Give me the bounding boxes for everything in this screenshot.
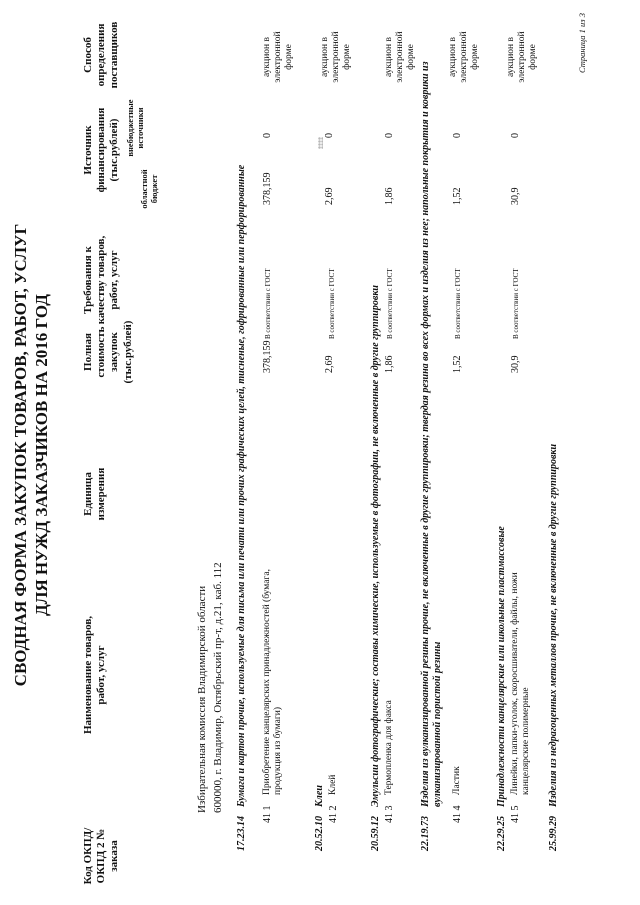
section-title: Эмульсии фотографические; составы химические, используемые в фотографии, не включенные в другие группировки bbox=[370, 285, 381, 807]
item-total: 2,69 bbox=[324, 355, 335, 373]
item-method: аукцион в электронной форме bbox=[384, 31, 416, 83]
col-header-unit: Единица измерения bbox=[82, 467, 108, 521]
section-title: Принадлежности канцелярские или школьные пластмассовые bbox=[496, 526, 507, 807]
item-finance-region: 1,86 bbox=[384, 187, 395, 205]
item-total: 1,86 bbox=[384, 355, 395, 373]
item-finance-region: 378,159 bbox=[262, 172, 273, 205]
col-header-finance-extra: внебюджетные источники bbox=[125, 99, 145, 157]
section-title: Изделия из недрагоценных металлов прочие, не включенные в другие группировки bbox=[548, 443, 559, 807]
section-code: 20.59.12 bbox=[370, 816, 381, 851]
col-header-code: Код ОКПД/ ОКПД 2 № заказа bbox=[82, 827, 121, 885]
item-total: 1,52 bbox=[452, 355, 463, 373]
item-name: Линейки, папки-уголок, скоросшиватели, файлы, ножи канцелярские полимерные bbox=[510, 572, 531, 795]
section-code: 25.99.29 bbox=[548, 816, 559, 851]
item-finance-extra: 0 bbox=[510, 133, 521, 138]
item-name: Термопленка для факса bbox=[384, 700, 394, 795]
item-finance-extra: 0 bbox=[384, 133, 395, 138]
row-number: 41 1 bbox=[262, 805, 273, 823]
organization-name: Избирательная комиссия Владимирской области bbox=[196, 585, 208, 813]
item-quality: В соответствии с ГОСТ bbox=[386, 268, 394, 339]
title-line-1: СВОДНАЯ ФОРМА ЗАКУПОК ТОВАРОВ, РАБОТ, УСЛУГ bbox=[11, 223, 30, 687]
col-header-total: Полная стоимость закупок (тыс.рублей) bbox=[82, 320, 134, 384]
item-finance-region: 1,52 bbox=[452, 187, 463, 205]
item-method: аукцион в электронной форме bbox=[506, 31, 538, 83]
row-number: 41 2 bbox=[328, 805, 339, 823]
item-finance-region: 2,69 bbox=[324, 187, 335, 205]
item-finance-extra: 0 bbox=[324, 133, 335, 138]
section-code: 17.23.14 bbox=[236, 816, 247, 851]
section-code: 22.19.73 bbox=[420, 816, 431, 851]
item-quality: В соответствии с ГОСТ bbox=[454, 268, 462, 339]
item-total: 378,159 bbox=[262, 340, 273, 373]
item-quality: В соответствии с ГОСТ bbox=[328, 268, 336, 339]
item-total: 30,9 bbox=[510, 355, 521, 373]
title-line-2: ДЛЯ НУЖД ЗАКАЗЧИКОВ НА 2016 ГОД bbox=[32, 294, 52, 616]
col-header-name: Наименование товаров, работ, услуг bbox=[82, 615, 108, 735]
col-header-finance: Источник финансирования (тыс.рублей) bbox=[82, 107, 121, 193]
item-quality: В соответствии с ГОСТ bbox=[264, 268, 272, 339]
section-code: 22.29.25 bbox=[496, 816, 507, 851]
organization-address: 600000, г. Владимир, Октябрьский пр-т, д.21, каб. 112 bbox=[212, 562, 224, 813]
item-finance-region: 30,9 bbox=[510, 187, 521, 205]
item-finance-extra: 0 bbox=[262, 133, 273, 138]
item-name: Клей bbox=[328, 774, 338, 795]
item-quality: В соответствии с ГОСТ bbox=[512, 268, 520, 339]
page-number: Страница 1 из 3 bbox=[577, 13, 587, 73]
col-header-method: Способ определения поставщиков bbox=[82, 21, 121, 89]
item-method: аукцион в электронной форме bbox=[448, 31, 480, 83]
item-method: аукцион в электронной форме bbox=[262, 31, 294, 83]
section-title: Бумага и картон прочие, используемые для письма или печати или прочих графических целей, тисненые, гофрированные или перфорированные bbox=[236, 164, 247, 807]
item-name: Приобретение канцелярских принадлежностей (бумага, продукция из бумаги) bbox=[262, 569, 283, 795]
item-name: Ластик bbox=[452, 766, 462, 795]
col-header-quality: Требования к качеству товаров, работ, услуг bbox=[82, 235, 121, 325]
item-finance-extra: 0 bbox=[452, 133, 463, 138]
col-header-finance-region: областной бюджет bbox=[139, 169, 159, 209]
ink-smudge bbox=[318, 137, 323, 149]
section-title: Изделия из вулканизированной резины прочие, не включенные в другие группировки; твердая резина во всех формах и изделия из нее; напольные покрытия и коврики из вулканизированной пористой резины bbox=[420, 61, 443, 807]
row-number: 41 3 bbox=[384, 805, 395, 823]
row-number: 41 5 bbox=[510, 805, 521, 823]
item-method: аукцион в электронной форме bbox=[320, 31, 352, 83]
row-number: 41 4 bbox=[452, 805, 463, 823]
section-code: 20.52.10 bbox=[314, 816, 325, 851]
section-title: Клеи bbox=[314, 785, 325, 807]
document-title bbox=[10, 175, 53, 735]
